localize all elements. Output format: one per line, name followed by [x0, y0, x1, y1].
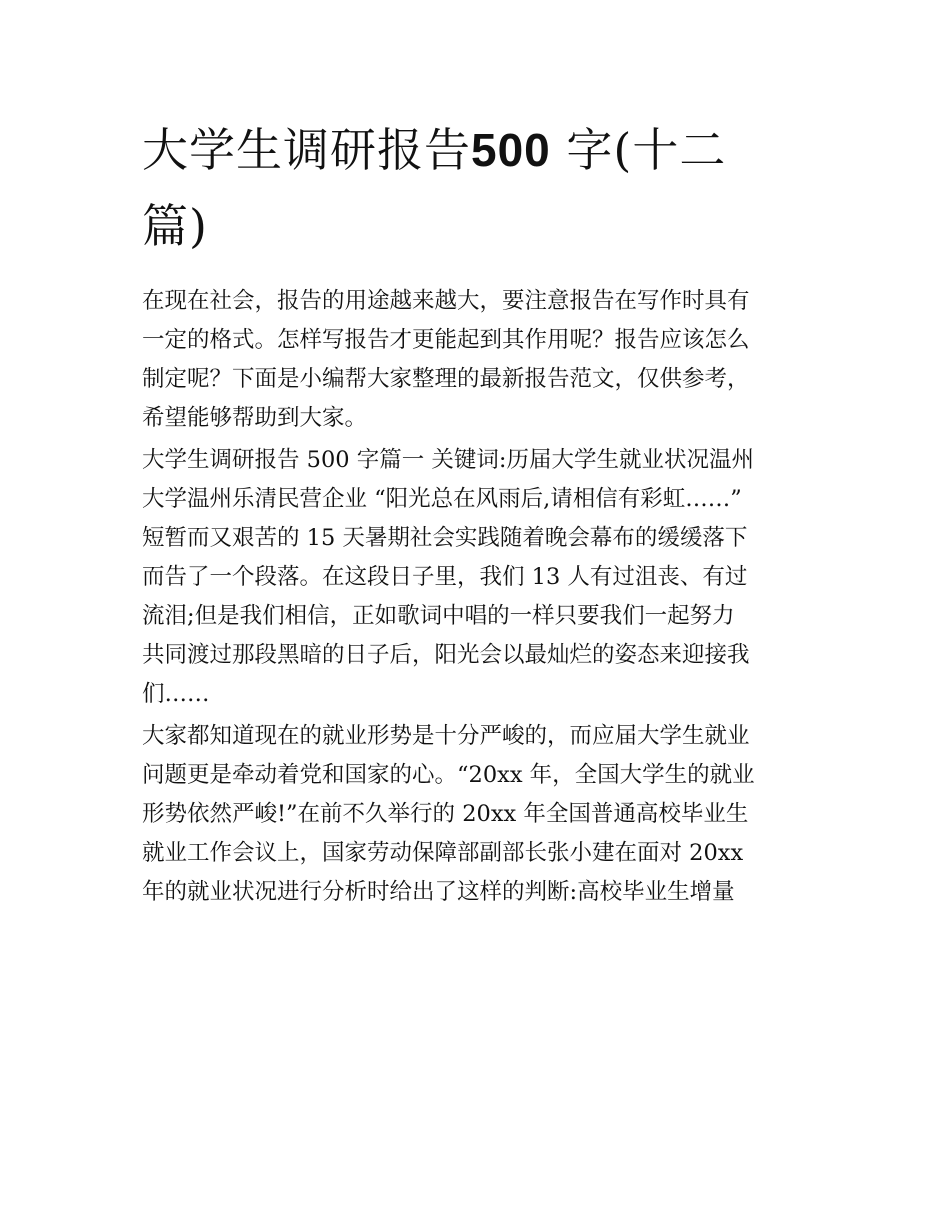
paragraph-article-1 — [142, 441, 814, 714]
text-line: 而告了一个段落。在这段日子里，我们 13 人有过沮丧、有过 — [142, 564, 748, 590]
document-body — [142, 282, 814, 912]
document-title — [142, 112, 802, 264]
text-line: 形势依然严峻!”在前不久举行的 20xx 年全国普通高校毕业生 — [142, 801, 749, 827]
text-line: 流泪;但是我们相信，正如歌词中唱的一样只要我们一起努力 — [142, 603, 735, 629]
text-line: 共同渡过那段黑暗的日子后，阳光会以最灿烂的姿态来迎接我 — [142, 642, 750, 668]
text-line: 年的就业状况进行分析时给出了这样的判断:高校毕业生增量 — [142, 879, 735, 905]
text-line: 大学生调研报告 500 字篇一 关键词:历届大学生就业状况温州 — [142, 447, 754, 473]
title-part-2: 字(十二 — [566, 123, 727, 177]
text-line: 制定呢？下面是小编帮大家整理的最新报告范文，仅供参考， — [142, 366, 750, 392]
title-part-3: 篇) — [142, 199, 208, 253]
text-line: 一定的格式。怎样写报告才更能起到其作用呢？报告应该怎么 — [142, 327, 750, 353]
text-line: 大学温州乐清民营企业 “阳光总在风雨后,请相信有彩虹……” — [142, 486, 742, 512]
text-line: 大家都知道现在的就业形势是十分严峻的，而应届大学生就业 — [142, 723, 750, 749]
text-line: 们…… — [142, 681, 210, 707]
text-line: 希望能够帮助到大家。 — [142, 405, 368, 431]
title-number: 500 — [471, 124, 551, 176]
text-line: 短暂而又艰苦的 15 天暑期社会实践随着晚会幕布的缓缓落下 — [142, 525, 748, 551]
text-line: 就业工作会议上，国家劳动保障部副部长张小建在面对 20xx — [142, 840, 744, 866]
title-part-1: 大学生调研报告 — [142, 123, 471, 177]
text-line: 在现在社会，报告的用途越来越大，要注意报告在写作时具有 — [142, 288, 750, 314]
paragraph-employment — [142, 717, 814, 912]
text-line: 问题更是牵动着党和国家的心。“20xx 年，全国大学生的就业 — [142, 762, 755, 788]
paragraph-intro — [142, 282, 814, 438]
